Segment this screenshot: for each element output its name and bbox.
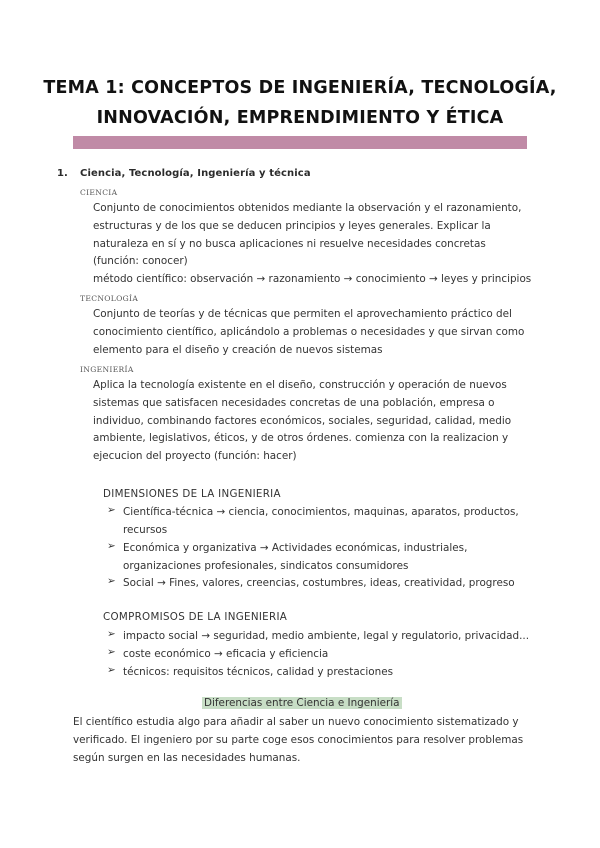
text-line: El científico estudia algo para añadir al saber un nuevo conocimiento sistematizado y (73, 716, 519, 728)
compromiso-item: coste económico → eficacia y eficiencia (123, 648, 329, 660)
compromisos-heading: COMPROMISOS DE LA INGENIERIA (103, 611, 288, 623)
ciencia-definition (93, 200, 531, 289)
tecnologia-heading: TECNOLOGÍA (80, 294, 139, 303)
text-line: Aplica la tecnología existente en el diseño, construcción y operación de nuevos (93, 379, 507, 391)
ciencia-heading: CIENCIA (80, 188, 118, 197)
arrow-bullet-icon: ➢ (107, 575, 116, 587)
arrow-bullet-icon: ➢ (107, 540, 116, 552)
dimension-item: Económica y organizativa → Actividades económicas, industriales, organizaciones profesionales, sindicatos consumidores (123, 542, 468, 572)
diferencias-text (73, 714, 523, 767)
section-title: Ciencia, Tecnología, Ingeniería y técnica (80, 168, 311, 179)
text-line: ejecucion del proyecto (función: hacer) (93, 450, 297, 463)
text-line: (función: conocer) (93, 255, 188, 268)
scientific-method: método científico: observación → razonamiento → conocimiento → leyes y principios (93, 273, 532, 286)
ingenieria-heading: INGENIERÍA (80, 365, 134, 374)
page-title-line-1: TEMA 1: CONCEPTOS DE INGENIERÍA, TECNOLOGÍA, (43, 78, 557, 98)
ingenieria-definition (93, 377, 511, 466)
title-underline-bar (73, 136, 527, 149)
dimension-item: Social → Fines, valores, creencias, costumbres, ideas, creatividad, progreso (123, 577, 515, 589)
text-line: estructuras y de los que se deducen principios y leyes generales. Explicar la (93, 219, 491, 232)
text-line: según surgen en las necesidades humanas. (73, 751, 301, 764)
text-line: sistemas que satisfacen necesidades concretas de una población, empresa o (93, 396, 495, 409)
page-title-line-2: INNOVACIÓN, EMPRENDIMIENTO Y ÉTICA (96, 108, 504, 128)
arrow-bullet-icon: ➢ (107, 646, 116, 658)
dimensiones-heading: DIMENSIONES DE LA INGENIERIA (103, 488, 281, 500)
text-line: conocimiento científico, aplicándolo a problemas o necesidades y que sirvan como (93, 325, 525, 338)
text-line: Conjunto de teorías y de técnicas que permiten el aprovechamiento práctico del (93, 308, 512, 320)
arrow-bullet-icon: ➢ (107, 628, 116, 640)
text-line: naturaleza en sí y no busca aplicaciones ni resuelve necesidades concretas (93, 237, 486, 250)
arrow-bullet-icon: ➢ (107, 504, 116, 516)
text-line: ambiente, legislativos, éticos, y de otros órdenes. comienza con la realizacion y (93, 432, 509, 445)
text-line: individuo, combinando factores económicos, sociales, seguridad, calidad, medio (93, 414, 512, 427)
diferencias-heading: Diferencias entre Ciencia e Ingeniería (204, 697, 400, 709)
tecnologia-definition (93, 306, 524, 359)
text-line: elemento para el diseño y creación de nuevos sistemas (93, 343, 383, 356)
dimension-item: Científica-técnica → ciencia, conocimientos, maquinas, aparatos, productos, recursos (123, 506, 519, 536)
text-line: verificado. El ingeniero por su parte coge esos conocimientos para resolver problemas (73, 733, 524, 746)
compromiso-item: impacto social → seguridad, medio ambiente, legal y regulatorio, privacidad... (123, 630, 529, 642)
compromiso-item: técnicos: requisitos técnicos, calidad y prestaciones (123, 666, 394, 678)
text-line: Conjunto de conocimientos obtenidos mediante la observación y el razonamiento, (93, 202, 522, 214)
section-number: 1. (57, 168, 68, 179)
arrow-bullet-icon: ➢ (107, 664, 116, 676)
